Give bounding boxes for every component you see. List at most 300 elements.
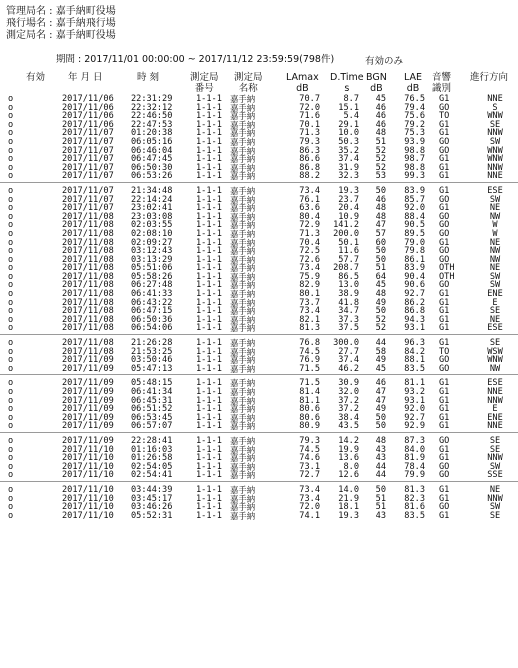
cell-sound-id: G1	[439, 387, 450, 397]
cell-bgn: 58	[375, 346, 386, 357]
cell-bgn: 49	[375, 297, 386, 308]
cell-lamax: 71.6	[299, 111, 320, 122]
cell-lae: 75.6	[404, 111, 425, 122]
cell-lamax: 72.0	[299, 102, 320, 113]
cell-duration: 19.3	[338, 185, 359, 196]
cell-lamax: 71.5	[299, 363, 320, 374]
cell-valid-flag: o	[8, 263, 14, 274]
cell-valid-flag: o	[8, 421, 14, 432]
cell-station-name: 嘉手納	[230, 444, 256, 455]
cell-sound-id: G1	[439, 162, 450, 173]
cell-time: 06:41:34	[131, 387, 173, 397]
cell-station-name: 嘉手納	[230, 280, 256, 291]
cell-bgn: 50	[375, 185, 386, 196]
cell-bgn: 52	[375, 162, 386, 173]
cell-date: 2017/11/08	[62, 271, 114, 282]
cell-sound-id: G1	[439, 297, 450, 308]
cell-valid-flag: o	[8, 346, 14, 357]
cell-sound-id: GO	[439, 211, 450, 222]
cell-station-no: 1-1-1	[196, 510, 222, 521]
cell-station-name: 嘉手納	[230, 211, 256, 222]
cell-sound-id: G1	[439, 395, 450, 406]
cell-bgn: 51	[375, 502, 386, 513]
cell-direction: NNW	[487, 162, 503, 173]
cell-lamax: 76.9	[299, 355, 320, 366]
cell-duration: 32.3	[338, 171, 359, 182]
cell-date: 2017/11/10	[62, 453, 114, 464]
cell-station-name: 嘉手納	[230, 355, 256, 366]
cell-sound-id: GO	[439, 363, 450, 374]
cell-duration: 37.3	[338, 314, 359, 325]
cell-station-name: 嘉手納	[230, 306, 256, 317]
cell-sound-id: G1	[439, 453, 450, 464]
cell-bgn: 46	[375, 102, 386, 113]
cell-bgn: 50	[375, 484, 386, 495]
cell-bgn: 50	[375, 306, 386, 317]
cell-bgn: 46	[375, 119, 386, 130]
cell-lae: 84.2	[404, 346, 425, 357]
cell-valid-flag: o	[8, 211, 14, 222]
cell-station-name: 嘉手納	[230, 461, 256, 472]
cell-station-no: 1-1-1	[196, 128, 222, 139]
cell-date: 2017/11/08	[62, 254, 114, 265]
cell-sound-id: G1	[439, 314, 450, 325]
cell-sound-id: G1	[439, 510, 450, 521]
filter-valid-only: 有効のみ	[365, 56, 404, 67]
cell-date: 2017/11/07	[62, 128, 114, 139]
cell-direction: NE	[489, 203, 501, 214]
cell-station-no: 1-1-1	[196, 194, 222, 205]
cell-sound-id: OTH	[439, 263, 455, 274]
cell-date: 2017/11/07	[62, 154, 114, 165]
cell-bgn: 48	[375, 128, 386, 139]
cell-direction: SW	[489, 271, 501, 282]
cell-valid-flag: o	[8, 412, 14, 423]
cell-station-name: 嘉手納	[230, 395, 256, 406]
cell-lae: 78.4	[404, 461, 425, 472]
cell-station-name: 嘉手納	[230, 246, 256, 257]
cell-direction: NW	[489, 363, 501, 374]
cell-lae: 79.9	[404, 470, 425, 481]
cell-time: 06:43:22	[131, 297, 173, 308]
cell-station-no: 1-1-1	[196, 254, 222, 265]
cell-valid-flag: o	[8, 237, 14, 248]
cell-sound-id: G1	[439, 185, 450, 196]
cell-duration: 23.7	[338, 194, 359, 205]
cell-date: 2017/11/10	[62, 510, 114, 521]
cell-date: 2017/11/08	[62, 263, 114, 274]
cell-lamax: 88.2	[299, 171, 320, 182]
cell-lamax: 86.8	[299, 162, 320, 173]
cell-lae: 79.2	[404, 119, 425, 130]
cell-station-no: 1-1-1	[196, 94, 222, 104]
cell-direction: NE	[489, 484, 501, 495]
cell-sound-id: GO	[439, 145, 450, 156]
cell-date: 2017/11/10	[62, 461, 114, 472]
cell-sound-id: GO	[439, 136, 450, 147]
cell-station-no: 1-1-1	[196, 502, 222, 513]
cell-direction: NNW	[487, 395, 503, 406]
cell-sound-id: G1	[439, 412, 450, 423]
cell-direction: S	[492, 102, 498, 113]
cell-time: 02:54:05	[131, 461, 173, 472]
cell-lamax: 79.3	[299, 435, 320, 446]
cell-station-name: 嘉手納	[230, 363, 256, 374]
cell-lamax: 80.6	[299, 412, 320, 423]
cell-date: 2017/11/08	[62, 314, 114, 325]
cell-lamax: 73.4	[299, 263, 320, 274]
cell-lae: 92.9	[404, 421, 425, 432]
cell-lamax: 72.6	[299, 254, 320, 265]
cell-station-no: 1-1-1	[196, 203, 222, 214]
cell-lamax: 72.7	[299, 470, 320, 481]
cell-duration: 37.4	[338, 355, 359, 366]
table-row	[0, 172, 518, 181]
cell-valid-flag: o	[8, 387, 14, 397]
cell-lamax: 75.9	[299, 271, 320, 282]
cell-duration: 50.3	[338, 136, 359, 147]
cell-lamax: 74.5	[299, 444, 320, 455]
cell-duration: 38.9	[338, 289, 359, 300]
cell-duration: 14.2	[338, 435, 359, 446]
cell-sound-id: G1	[439, 94, 450, 104]
cell-sound-id: GO	[439, 355, 450, 366]
cell-valid-flag: o	[8, 280, 14, 291]
cell-station-no: 1-1-1	[196, 314, 222, 325]
cell-station-no: 1-1-1	[196, 171, 222, 182]
cell-valid-flag: o	[8, 94, 14, 104]
cell-station-name: 嘉手納	[230, 171, 256, 182]
cell-sound-id: GO	[439, 194, 450, 205]
cell-lae: 83.5	[404, 363, 425, 374]
cell-station-no: 1-1-1	[196, 378, 222, 389]
cell-valid-flag: o	[8, 510, 14, 521]
cell-direction: W	[492, 220, 498, 231]
cell-station-no: 1-1-1	[196, 136, 222, 147]
cell-sound-id: GO	[439, 502, 450, 513]
cell-valid-flag: o	[8, 404, 14, 415]
cell-lae: 81.9	[404, 453, 425, 464]
cell-duration: 37.2	[338, 395, 359, 406]
cell-station-name: 嘉手納	[230, 297, 256, 308]
cell-lae: 79.0	[404, 237, 425, 248]
cell-valid-flag: o	[8, 355, 14, 366]
cell-sound-id: G1	[439, 171, 450, 182]
cell-lae: 90.5	[404, 220, 425, 231]
cell-date: 2017/11/10	[62, 484, 114, 495]
cell-lae: 75.3	[404, 128, 425, 139]
cell-valid-flag: o	[8, 228, 14, 239]
cell-lae: 93.2	[404, 387, 425, 397]
cell-station-name: 嘉手納	[230, 254, 256, 265]
cell-station-no: 1-1-1	[196, 102, 222, 113]
cell-sound-id: GO	[439, 435, 450, 446]
col-time: 時 刻	[137, 72, 160, 83]
cell-time: 06:45:31	[131, 395, 173, 406]
cell-date: 2017/11/07	[62, 136, 114, 147]
cell-date: 2017/11/08	[62, 211, 114, 222]
cell-sound-id: GO	[439, 461, 450, 472]
cell-bgn: 48	[375, 289, 386, 300]
cell-sound-id: GO	[439, 228, 450, 239]
cell-bgn: 45	[375, 363, 386, 374]
cell-direction: SE	[489, 435, 501, 446]
cell-sound-id: G1	[439, 421, 450, 432]
cell-station-no: 1-1-1	[196, 395, 222, 406]
cell-date: 2017/11/08	[62, 338, 114, 349]
cell-sound-id: G1	[439, 154, 450, 165]
cell-direction: NW	[489, 254, 501, 265]
period-range: 期間 : 2017/11/01 00:00:00 ~ 2017/11/12 23:59:59(798件)	[56, 54, 335, 65]
cell-lamax: 71.3	[299, 128, 320, 139]
cell-bgn: 45	[375, 280, 386, 291]
cell-duration: 13.6	[338, 453, 359, 464]
cell-date: 2017/11/08	[62, 246, 114, 257]
cell-date: 2017/11/09	[62, 421, 114, 432]
cell-direction: SE	[489, 119, 501, 130]
cell-lamax: 80.9	[299, 421, 320, 432]
cell-time: 06:50:36	[131, 314, 173, 325]
cell-direction: SW	[489, 280, 501, 291]
cell-station-no: 1-1-1	[196, 346, 222, 357]
cell-lamax: 79.3	[299, 136, 320, 147]
cell-time: 23:03:08	[131, 211, 173, 222]
cell-lae: 92.7	[404, 289, 425, 300]
cell-date: 2017/11/07	[62, 203, 114, 214]
cell-duration: 15.1	[338, 102, 359, 113]
cell-lamax: 71.3	[299, 228, 320, 239]
cell-time: 21:26:28	[131, 338, 173, 349]
cell-sound-id: G1	[439, 444, 450, 455]
cell-station-no: 1-1-1	[196, 461, 222, 472]
cell-valid-flag: o	[8, 323, 14, 334]
cell-bgn: 50	[375, 246, 386, 257]
cell-sound-id: G1	[439, 306, 450, 317]
cell-time: 03:50:46	[131, 355, 173, 366]
col-bgn: BGN dB	[366, 72, 387, 94]
cell-time: 05:48:15	[131, 378, 173, 389]
cell-bgn: 48	[375, 435, 386, 446]
cell-duration: 19.3	[338, 510, 359, 521]
table-row	[0, 324, 518, 333]
cell-time: 06:51:52	[131, 404, 173, 415]
cell-valid-flag: o	[8, 220, 14, 231]
cell-lamax: 71.5	[299, 378, 320, 389]
cell-station-name: 嘉手納	[230, 162, 256, 173]
cell-bgn: 44	[375, 338, 386, 349]
cell-direction: WNW	[487, 355, 503, 366]
cell-lae: 81.6	[404, 502, 425, 513]
cell-direction: E	[492, 297, 498, 308]
cell-lae: 90.6	[404, 280, 425, 291]
cell-lae: 79.8	[404, 246, 425, 257]
cell-duration: 200.0	[333, 228, 359, 239]
cell-date: 2017/11/08	[62, 280, 114, 291]
cell-lae: 83.9	[404, 185, 425, 196]
cell-time: 01:20:38	[131, 128, 173, 139]
cell-station-no: 1-1-1	[196, 323, 222, 334]
cell-direction: NNE	[487, 421, 503, 432]
cell-lae: 85.7	[404, 194, 425, 205]
cell-station-name: 嘉手納	[230, 493, 256, 504]
cell-duration: 208.7	[333, 263, 359, 274]
cell-time: 22:47:53	[131, 119, 173, 130]
cell-time: 22:14:24	[131, 194, 173, 205]
cell-sound-id: G1	[439, 289, 450, 300]
cell-lamax: 80.4	[299, 211, 320, 222]
cell-lamax: 73.1	[299, 461, 320, 472]
cell-duration: 57.7	[338, 254, 359, 265]
cell-valid-flag: o	[8, 128, 14, 139]
cell-valid-flag: o	[8, 136, 14, 147]
cell-duration: 14.0	[338, 484, 359, 495]
cell-bgn: 48	[375, 211, 386, 222]
cell-sound-id: G1	[439, 119, 450, 130]
cell-station-name: 嘉手納	[230, 237, 256, 248]
cell-time: 22:46:50	[131, 111, 173, 122]
cell-station-name: 嘉手納	[230, 185, 256, 196]
cell-station-name: 嘉手納	[230, 119, 256, 130]
cell-lae: 92.0	[404, 203, 425, 214]
cell-station-no: 1-1-1	[196, 297, 222, 308]
cell-direction: WNW	[487, 145, 503, 156]
cell-time: 03:46:26	[131, 502, 173, 513]
cell-lamax: 81.3	[299, 323, 320, 334]
cell-lae: 81.1	[404, 378, 425, 389]
cell-sound-id: G1	[439, 404, 450, 415]
cell-station-name: 嘉手納	[230, 263, 256, 274]
cell-bgn: 44	[375, 470, 386, 481]
cell-duration: 8.0	[343, 461, 359, 472]
col-sound-id: 音響 識別	[432, 72, 452, 94]
cell-bgn: 47	[375, 220, 386, 231]
cell-lae: 90.4	[404, 271, 425, 282]
cell-lamax: 74.1	[299, 510, 320, 521]
cell-sound-id: G1	[439, 323, 450, 334]
cell-date: 2017/11/08	[62, 237, 114, 248]
cell-direction: ENE	[487, 289, 503, 300]
cell-duration: 27.7	[338, 346, 359, 357]
cell-duration: 37.4	[338, 154, 359, 165]
cell-time: 06:53:45	[131, 412, 173, 423]
cell-direction: SSE	[487, 470, 503, 481]
cell-duration: 141.2	[333, 220, 359, 231]
cell-duration: 5.4	[343, 111, 359, 122]
cell-sound-id: GO	[439, 220, 450, 231]
cell-time: 02:09:27	[131, 237, 173, 248]
cell-bgn: 51	[375, 136, 386, 147]
cell-valid-flag: o	[8, 484, 14, 495]
cell-direction: NNE	[487, 171, 503, 182]
cell-bgn: 51	[375, 263, 386, 274]
cell-station-no: 1-1-1	[196, 228, 222, 239]
cell-lamax: 73.4	[299, 306, 320, 317]
cell-valid-flag: o	[8, 119, 14, 130]
cell-station-no: 1-1-1	[196, 421, 222, 432]
cell-bgn: 43	[375, 444, 386, 455]
cell-direction: WNW	[487, 154, 503, 165]
table-row	[0, 512, 518, 521]
cell-lae: 82.3	[404, 493, 425, 504]
cell-time: 06:47:45	[131, 154, 173, 165]
cell-valid-flag: o	[8, 306, 14, 317]
cell-duration: 34.7	[338, 306, 359, 317]
cell-station-no: 1-1-1	[196, 237, 222, 248]
cell-valid-flag: o	[8, 289, 14, 300]
cell-time: 03:13:29	[131, 254, 173, 265]
cell-date: 2017/11/07	[62, 145, 114, 156]
cell-time: 22:31:29	[131, 94, 173, 104]
cell-lamax: 70.7	[299, 94, 320, 104]
cell-time: 06:53:26	[131, 171, 173, 182]
cell-date: 2017/11/08	[62, 297, 114, 308]
cell-time: 06:05:16	[131, 136, 173, 147]
cell-valid-flag: o	[8, 154, 14, 165]
cell-sound-id: G1	[439, 128, 450, 139]
cell-time: 01:16:03	[131, 444, 173, 455]
cell-direction: SW	[489, 502, 501, 513]
cell-valid-flag: o	[8, 435, 14, 446]
cell-lamax: 82.1	[299, 314, 320, 325]
cell-valid-flag: o	[8, 246, 14, 257]
cell-valid-flag: o	[8, 111, 14, 122]
cell-lae: 88.4	[404, 211, 425, 222]
cell-station-no: 1-1-1	[196, 211, 222, 222]
cell-station-name: 嘉手納	[230, 94, 256, 104]
cell-valid-flag: o	[8, 502, 14, 513]
cell-lae: 79.4	[404, 102, 425, 113]
cell-valid-flag: o	[8, 470, 14, 481]
cell-sound-id: G1	[439, 493, 450, 504]
cell-duration: 18.1	[338, 502, 359, 513]
cell-time: 03:12:43	[131, 246, 173, 257]
cell-station-no: 1-1-1	[196, 338, 222, 349]
cell-valid-flag: o	[8, 338, 14, 349]
cell-lae: 98.8	[404, 145, 425, 156]
col-valid: 有効	[26, 72, 46, 83]
cell-station-name: 嘉手納	[230, 323, 256, 334]
cell-bgn: 48	[375, 203, 386, 214]
cell-station-no: 1-1-1	[196, 493, 222, 504]
table-row	[0, 422, 518, 431]
cell-station-no: 1-1-1	[196, 435, 222, 446]
cell-lae: 92.7	[404, 412, 425, 423]
cell-direction: NNW	[487, 493, 503, 504]
cell-duration: 10.0	[338, 128, 359, 139]
cell-lamax: 74.6	[299, 453, 320, 464]
cell-date: 2017/11/08	[62, 289, 114, 300]
cell-lamax: 74.5	[299, 346, 320, 357]
cell-lae: 98.8	[404, 162, 425, 173]
cell-direction: SE	[489, 510, 501, 521]
cell-station-name: 嘉手納	[230, 203, 256, 214]
cell-lae: 87.3	[404, 435, 425, 446]
cell-valid-flag: o	[8, 363, 14, 374]
cell-duration: 32.0	[338, 387, 359, 397]
cell-lamax: 86.6	[299, 154, 320, 165]
cell-date: 2017/11/10	[62, 493, 114, 504]
cell-station-name: 嘉手納	[230, 271, 256, 282]
cell-station-no: 1-1-1	[196, 355, 222, 366]
cell-bgn: 64	[375, 271, 386, 282]
table-row	[0, 365, 518, 374]
cell-station-name: 嘉手納	[230, 404, 256, 415]
cell-station-name: 嘉手納	[230, 154, 256, 165]
cell-sound-id: GO	[439, 246, 450, 257]
cell-bgn: 46	[375, 111, 386, 122]
col-lae: LAE dB	[404, 72, 423, 94]
cell-lae: 93.1	[404, 395, 425, 406]
